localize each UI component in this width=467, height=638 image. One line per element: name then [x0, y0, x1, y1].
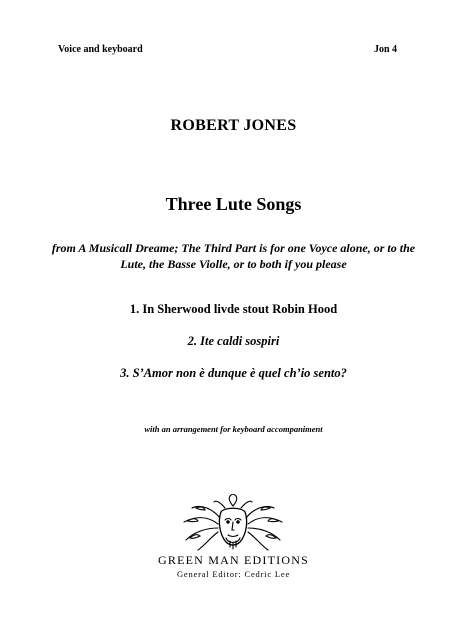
arrangement-note: with an arrangement for keyboard accompaniment [144, 424, 323, 434]
publisher-name: GREEN MAN EDITIONS [158, 553, 309, 567]
general-editor: General Editor: Cedric Lee [176, 569, 291, 579]
song-title-3: 3. S’Amor non è dunque è quel ch’io sento? [120, 366, 347, 380]
song-title-2: 2. Ite caldi sospiri [187, 334, 280, 348]
header-catalogue-number: Jon 4 [373, 44, 397, 55]
composer-name: ROBERT JONES [170, 117, 297, 134]
song-title-1: 1. In Sherwood livde stout Robin Hood [129, 302, 338, 316]
source-description: from A Musicall Dreame; The Third Part is for one Voyce alone, or to the Lute, the Basse Violle, or to both if you please [51, 241, 416, 271]
logo-graphic [178, 494, 288, 554]
green-man-face-icon [178, 494, 288, 554]
header-scoring: Voice and keyboard [58, 44, 143, 55]
work-title: Three Lute Songs [165, 194, 302, 214]
